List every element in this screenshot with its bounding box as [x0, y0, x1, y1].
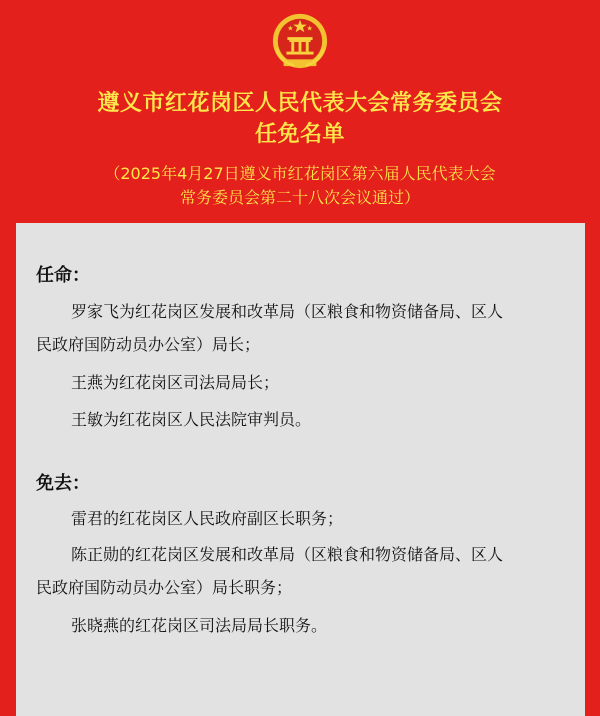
subtitle-line2: 常务委员会第二十八次会议通过）	[179, 188, 420, 207]
remove-heading: 免去：	[36, 473, 90, 494]
appoint-item-1-line2: 民政府国防动员办公室）局长；	[36, 335, 261, 354]
remove-item-1: 雷君的红花岗区人民政府副区长职务；	[71, 509, 344, 528]
page-title-line2: 任免名单	[254, 122, 345, 147]
remove-item-3: 张晓燕的红花岗区司法局局长职务。	[71, 616, 328, 635]
subtitle-line1: （2025年4月27日遵义市红花岗区第六届人民代表大会	[104, 164, 496, 183]
appoint-item-3: 王敏为红花岗区人民法院审判员。	[71, 410, 312, 429]
appoint-item-2: 王燕为红花岗区司法局局长；	[71, 373, 280, 392]
remove-item-2-line1: 陈正勋的红花岗区发展和改革局（区粮食和物资储备局、区人	[71, 545, 504, 564]
national-emblem-icon	[271, 12, 329, 70]
content-panel	[16, 223, 585, 716]
appoint-heading: 任命：	[36, 265, 90, 286]
page-title: 遵义市红花岗区人民代表大会常务委员会	[97, 91, 503, 116]
remove-item-2-line2: 民政府国防动员办公室）局长职务；	[36, 578, 293, 597]
appoint-item-1-line1: 罗家飞为红花岗区发展和改革局（区粮食和物资储备局、区人	[71, 302, 504, 321]
